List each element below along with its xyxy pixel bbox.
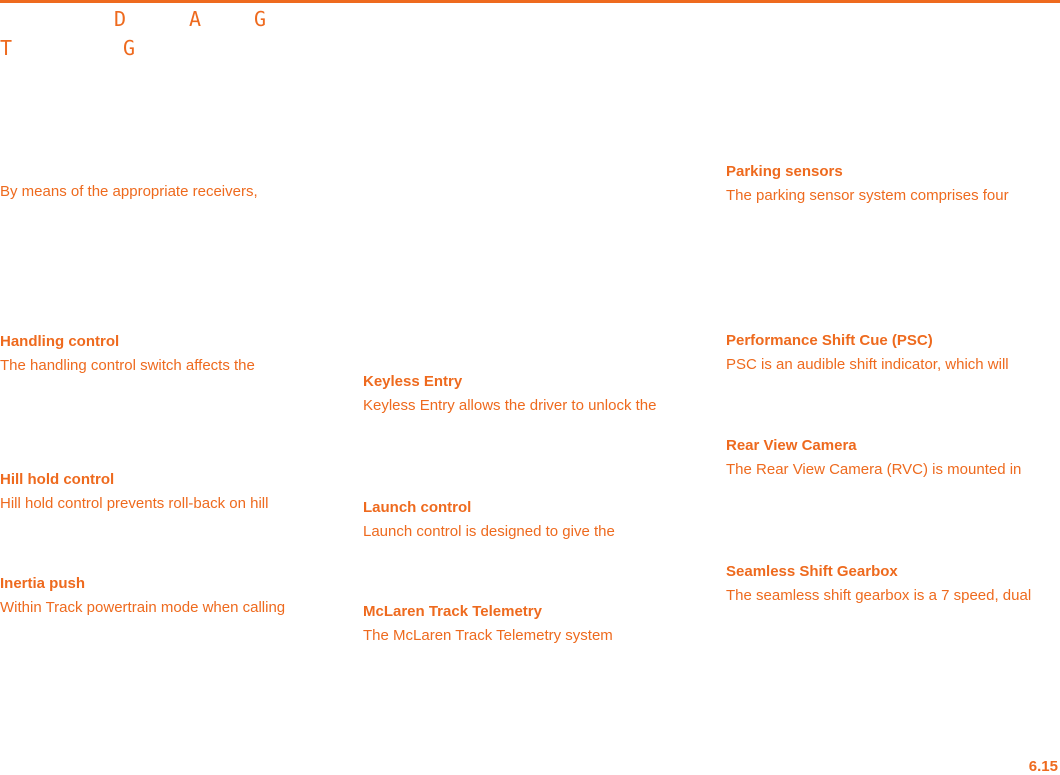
section-text: Within Track powertrain mode when calling (0, 599, 286, 616)
section-title: Performance Shift Cue (PSC) (726, 332, 933, 349)
section-text: The handling control switch affects the (0, 357, 255, 374)
section-text: Hill hold control prevents roll-back on hill (0, 495, 269, 512)
section-rear-view-camera (726, 436, 1060, 480)
section-title: Handling control (0, 333, 120, 350)
section-title: Launch control (363, 499, 472, 516)
header-glyph: G (254, 7, 267, 31)
top-rule (0, 0, 1060, 3)
intro-text: By means of the appropriate receivers, (0, 183, 258, 200)
section-hill-hold-control (0, 470, 340, 514)
section-seamless-shift-gearbox (726, 562, 1060, 606)
section-mclaren-track-telemetry (363, 602, 703, 646)
section-text: Keyless Entry allows the driver to unlock the (363, 397, 657, 414)
section-keyless-entry (363, 372, 703, 416)
header-glyph: T (0, 36, 13, 60)
section-title: Seamless Shift Gearbox (726, 563, 898, 580)
section-text: Launch control is designed to give the (363, 523, 615, 540)
section-text: The McLaren Track Telemetry system (363, 627, 613, 644)
section-title: Rear View Camera (726, 437, 857, 454)
section-text: The seamless shift gearbox is a 7 speed, dual (726, 587, 1032, 604)
section-handling-control (0, 332, 340, 376)
header-glyph: A (189, 7, 202, 31)
section-parking-sensors (726, 162, 1060, 206)
section-title: McLaren Track Telemetry (363, 603, 542, 620)
section-title: Inertia push (0, 575, 86, 592)
section-title: Parking sensors (726, 163, 843, 180)
section-performance-shift-cue (726, 331, 1060, 375)
section-inertia-push (0, 574, 340, 618)
section-text: The parking sensor system comprises four (726, 187, 1009, 204)
section-text: PSC is an audible shift indicator, which will (726, 356, 1009, 373)
section-text: The Rear View Camera (RVC) is mounted in (726, 461, 1022, 478)
section-title: Keyless Entry (363, 373, 463, 390)
section-launch-control (363, 498, 703, 542)
header-glyph: G (123, 36, 136, 60)
header-glyph: D (114, 7, 127, 31)
page-number: 6.15 (1028, 758, 1058, 775)
section-title: Hill hold control (0, 471, 115, 488)
intro-block (0, 182, 340, 202)
